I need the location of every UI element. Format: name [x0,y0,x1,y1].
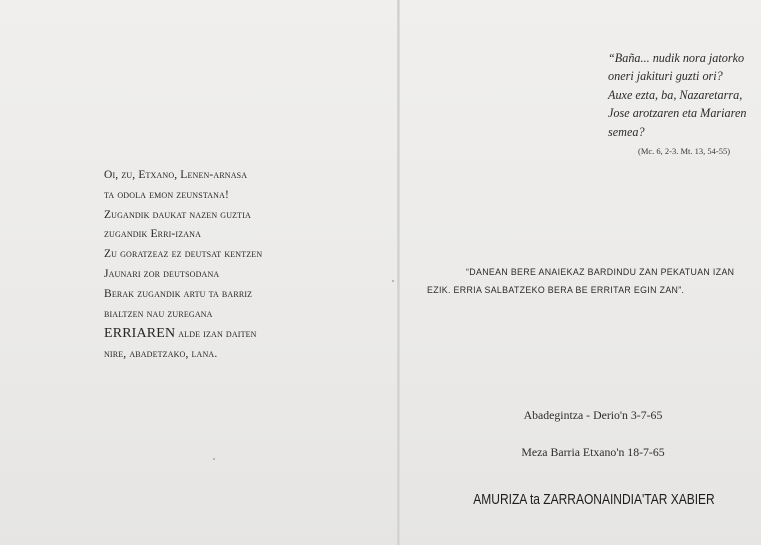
poem-emphasis-word: ERRIAREN [104,326,176,342]
poem-line: zugandik Erri-izana [104,228,202,241]
gospel-quote [608,49,758,141]
dedication-poem [104,166,374,365]
poem-line: Oi, zu, Etxano, Lenen-arnasa [104,169,248,181]
poem-line: Zu goratzeaz ez deutsat kentzen [104,248,263,261]
quote-line: oneri jakituri guzti ori? [608,69,723,84]
motto-line: “DANEAN BERE ANAIEKAZ BARDINDU ZAN PEKATUAN IZAN [466,267,735,277]
quote-line: semea? [608,124,645,139]
poem-line: Zugandik daukat nazen guztia [104,208,251,221]
motto [427,263,757,299]
poem-line-rest: alde izan daiten [178,328,257,341]
motto-line: EZIK. ERRIA SALBATZEKO BERA BE ERRITAR EGIN ZAN”. [427,285,685,295]
poem-line: bialtzen nau zuregana [104,307,213,320]
poem-line [104,324,374,345]
center-fold [397,0,400,545]
poem-line: Berak zugandik artu ta barriz [104,287,253,300]
first-mass-date: Meza Barria Etxano'n 18-7-65 [521,445,665,459]
poem-line: Jaunari zor deutsodana [104,267,220,280]
quote-line: Auxe ezta, ba, Nazaretarra, [608,87,743,102]
poem-line: nire, abadetzako, lana. [104,348,218,361]
poem-line: ta odola emon zeunstana! [104,188,229,201]
quote-citation: (Mc. 6, 2-3. Mt. 13, 54-55) [638,146,731,156]
ordination-date: Abadegintza - Derio'n 3-7-65 [523,408,663,422]
author-name: AMURIZA ta ZARRAONAINDIA'TAR XABIER [473,491,715,508]
quote-line: Jose arotzaren eta Mariaren [608,106,747,121]
quote-line: “Baña... nudik nora jatorko [608,51,745,65]
paper-speck [392,280,394,282]
